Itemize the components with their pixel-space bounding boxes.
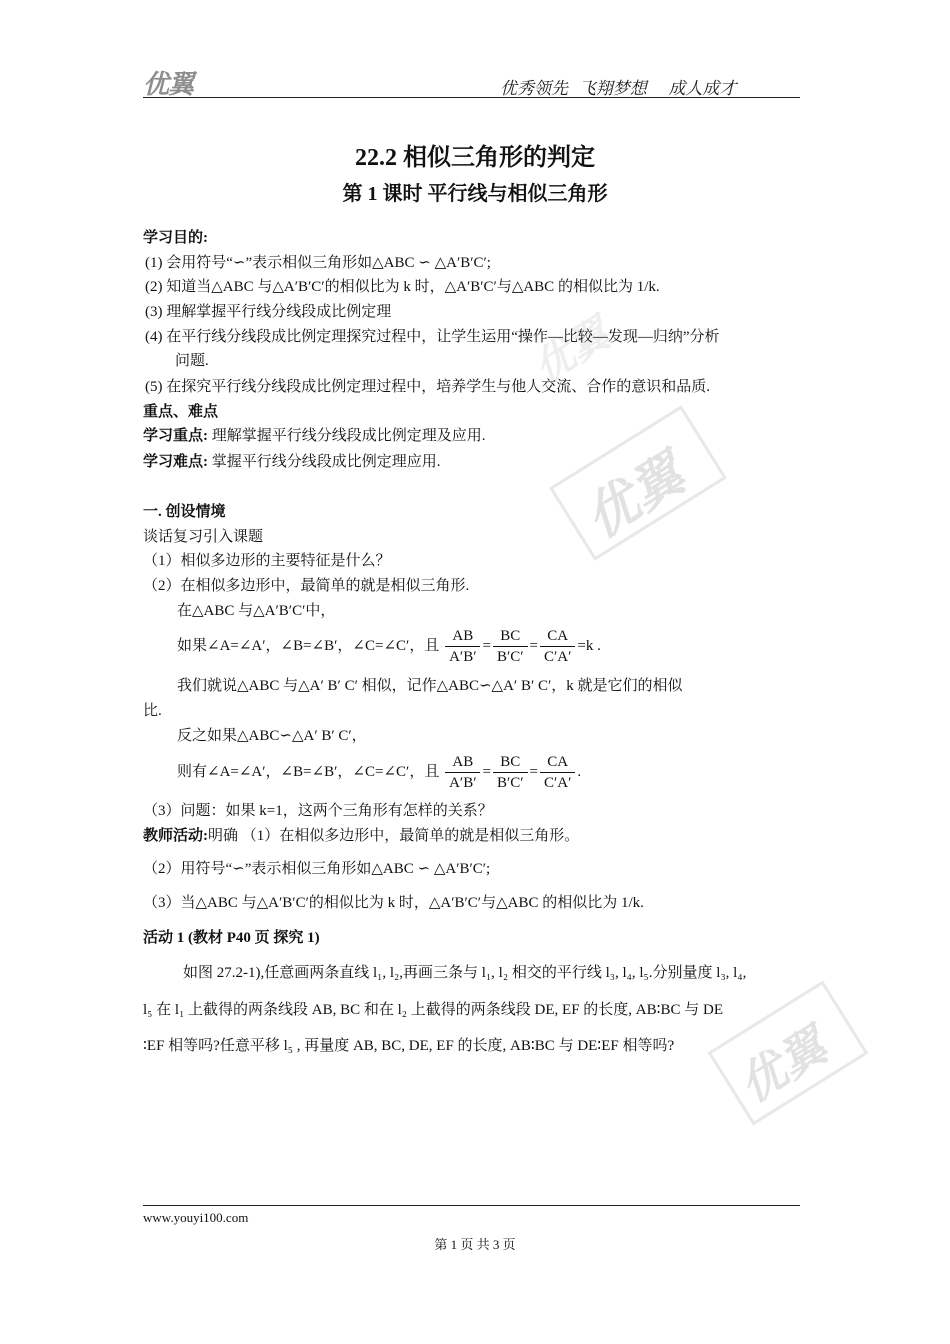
fraction-bc: [493, 626, 528, 667]
teacher-text: 明确 （1）在相似多边形中，最简单的就是相似三角形。: [208, 828, 580, 844]
section-line: 在△ABC 与△A′B′C′中，: [177, 603, 336, 619]
ratio-end: =k .: [577, 637, 601, 654]
header-slogan: 优秀领先 飞翔梦想 成人成才: [500, 79, 737, 99]
watermark-logo: 优翼: [729, 1018, 836, 1113]
fraction-denominator: A′B′: [449, 649, 477, 665]
difficulty-text: 掌握平行线分线段成比例定理应用.: [208, 454, 441, 470]
goal-item: (1) 会用符号“∽”表示相似三角形如△ABC ∽ △A′B′C′;: [145, 255, 491, 271]
footer-divider: [143, 1205, 800, 1206]
definition-line: 我们就说△ABC 与△A′ B′ C′ 相似，记作△ABC∽△A′ B′ C′，k 就是它们的相似: [177, 678, 683, 694]
ratio-equation-converse: 则有∠A=∠A′，∠B=∠B′，∠C=∠C′，且 $\frac{AB}{A'B'}$ = $\frac{BC}{B'C'}$ = $\frac{CA}{C'A'}$ .: [177, 754, 582, 791]
goal-item: (5) 在探究平行线分线段成比例定理过程中，培养学生与他人交流、合作的意识和品质.: [145, 379, 710, 395]
fraction-numerator: BC: [493, 752, 528, 773]
section-heading: 一. 创设情境: [143, 504, 226, 520]
goal-item-continued: 问题.: [175, 353, 209, 369]
page-title: 22.2 相似三角形的判定: [355, 145, 595, 171]
page-subtitle: 第 1 课时 平行线与相似三角形: [342, 183, 608, 205]
focus-text: 理解掌握平行线分线段成比例定理及应用.: [208, 428, 486, 444]
ratio-condition: 则有∠A=∠A′，∠B=∠B′，∠C=∠C′，且: [177, 763, 440, 780]
fraction-denominator: A′B′: [449, 775, 477, 791]
teacher-label: 教师活动:: [143, 828, 208, 844]
goal-item: (3) 理解掌握平行线分线段成比例定理: [145, 304, 392, 320]
activity-paragraph: 如图 27.2-1),任意画两条直线 l₁, l₂,再画三条与 l₁, l₂ 相交的平行线 l₃, l₄, l₅.分别量度 l₃, l₄,: [183, 965, 747, 981]
section-line: （1）相似多边形的主要特征是什么？: [143, 553, 391, 569]
footer-url: www.youyi100.com: [143, 1210, 249, 1225]
definition-line: 比.: [143, 703, 162, 719]
ratio-end: .: [577, 763, 582, 780]
goals-heading: 学习目的:: [143, 230, 208, 246]
question-line: （3）问题：如果 k=1，这两个三角形有怎样的关系？: [143, 803, 493, 819]
ratio-equation: 如果∠A=∠A′，∠B=∠B′，∠C=∠C′，且 $\frac{AB}{A'B'}$ = $\frac{BC}{B'C'}$ = $\frac{CA}{C'A'}$ =k .: [177, 628, 601, 665]
fraction-denominator: C′A′: [544, 649, 572, 665]
watermark-logo: 优翼: [525, 310, 618, 393]
page-number: 第 1 页 共 3 页: [434, 1237, 516, 1252]
converse-line: 反之如果△ABC∽△A′ B′ C′，: [177, 728, 367, 744]
fraction-numerator: CA: [540, 752, 575, 773]
focus-line: [143, 426, 486, 446]
fraction-denominator: B′C′: [496, 775, 524, 791]
teacher-activity: [143, 826, 579, 846]
fraction-numerator: AB: [445, 752, 480, 773]
focus-label: 学习重点:: [143, 428, 208, 444]
fraction-denominator: B′C′: [496, 649, 524, 665]
section-line: 谈话复习引入课题: [143, 529, 264, 545]
activity-paragraph: ∶EF 相等吗?任意平移 l₅ , 再量度 AB, BC, DE, EF 的长度, AB∶BC 与 DE∶EF 相等吗?: [143, 1038, 675, 1054]
teacher-line: （3）当△ABC 与△A′B′C′的相似比为 k 时，△A′B′C′与△ABC 的相似比为 1/k.: [143, 895, 644, 911]
goal-item: (4) 在平行线分线段成比例定理探究过程中，让学生运用“操作—比较—发现—归纳”分析: [145, 329, 720, 345]
difficulty-line: [143, 452, 441, 472]
ratio-condition: 如果∠A=∠A′，∠B=∠B′，∠C=∠C′，且: [177, 637, 440, 654]
fraction-ca: [540, 626, 575, 667]
fraction-ab: [445, 752, 480, 793]
fraction-ca: [540, 752, 575, 793]
header-divider: [143, 97, 800, 98]
section-line: （2）在相似多边形中，最简单的就是相似三角形.: [143, 578, 470, 594]
activity-heading: 活动 1 (教材 P40 页 探究 1): [143, 930, 320, 946]
header-logo: 优翼: [143, 70, 194, 100]
watermark-logo: 优翼: [574, 444, 695, 551]
fraction-ab: [445, 626, 480, 667]
goal-item: (2) 知道当△ABC 与△A′B′C′的相似比为 k 时，△A′B′C′与△ABC 的相似比为 1/k.: [145, 279, 660, 295]
difficulty-label: 学习难点:: [143, 454, 208, 470]
fraction-bc: [493, 752, 528, 793]
teacher-line: （2）用符号“∽”表示相似三角形如△ABC ∽ △A′B′C′;: [143, 861, 491, 877]
fraction-numerator: CA: [540, 626, 575, 647]
fraction-denominator: C′A′: [544, 775, 572, 791]
activity-paragraph: l₅ 在 l₁ 上截得的两条线段 AB, BC 和在 l₂ 上截得的两条线段 DE, EF 的长度, AB∶BC 与 DE: [143, 1002, 724, 1018]
fraction-numerator: AB: [445, 626, 480, 647]
fraction-numerator: BC: [493, 626, 528, 647]
keypoints-heading: 重点、难点: [143, 404, 219, 420]
